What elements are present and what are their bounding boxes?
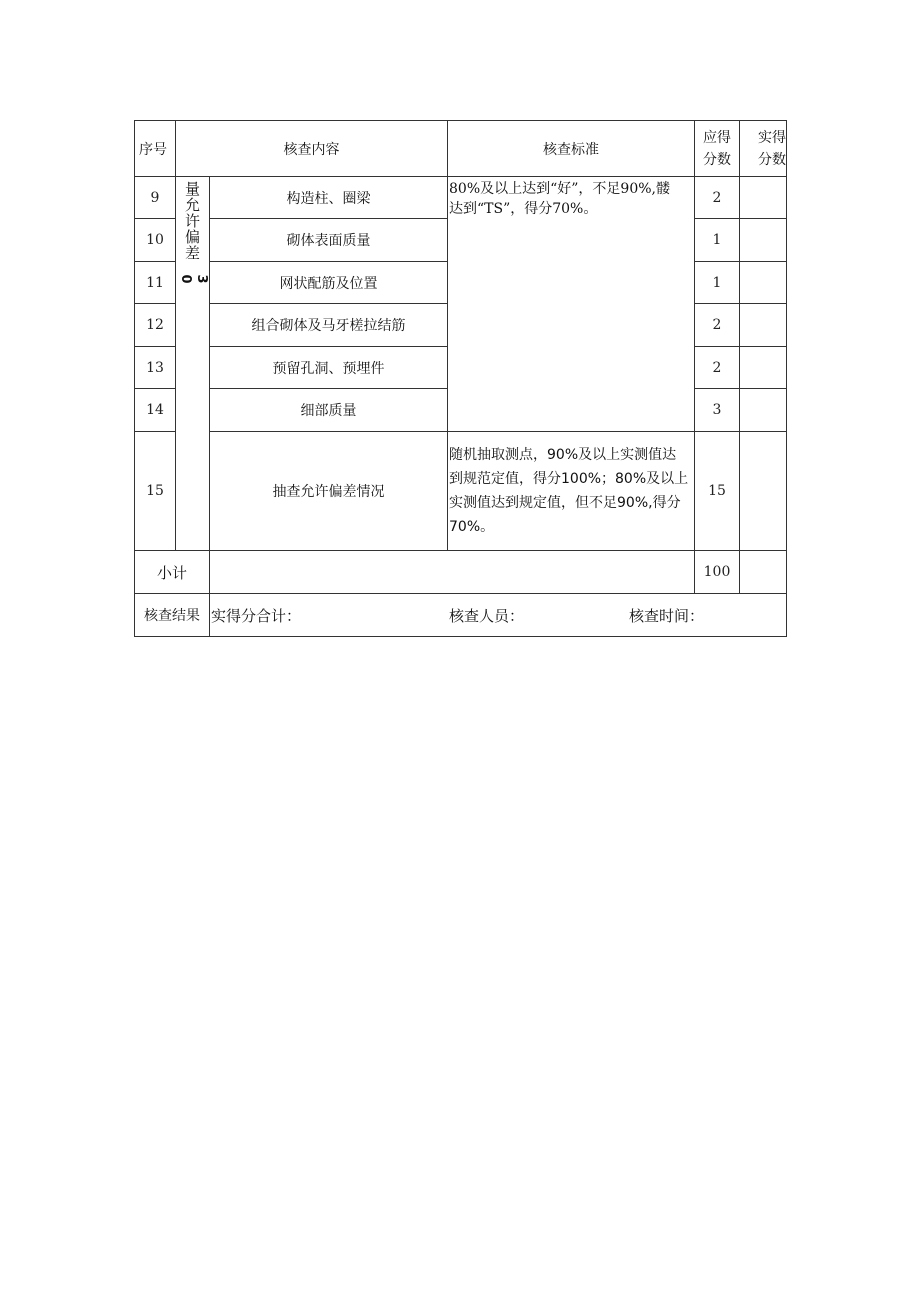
row-seq: 11 bbox=[135, 262, 176, 304]
row-expected: 1 bbox=[695, 219, 740, 262]
subtotal-label: 小计 bbox=[135, 551, 210, 594]
standard-deviation: 随机抽取测点，90%及以上实测值达 到规范定值，得分100%；80%及以上 实测值达到规定值，但不足90%,得分 70%。 bbox=[448, 432, 695, 551]
header-row bbox=[135, 121, 787, 177]
row-expected: 2 bbox=[695, 347, 740, 389]
row-expected: 2 bbox=[695, 304, 740, 347]
row-seq: 14 bbox=[135, 389, 176, 432]
table-row bbox=[135, 177, 787, 219]
row-expected: 3 bbox=[695, 389, 740, 432]
row-item: 细部质量 bbox=[210, 389, 448, 432]
subtotal-expected: 100 bbox=[695, 551, 740, 594]
row-seq: 10 bbox=[135, 219, 176, 262]
subtotal-actual[interactable] bbox=[740, 551, 787, 594]
row-seq: 9 bbox=[135, 177, 176, 219]
header-actual-score: 实得 分数 bbox=[740, 121, 787, 177]
row-actual[interactable] bbox=[740, 432, 787, 551]
row-item: 网状配筋及位置 bbox=[210, 262, 448, 304]
row-expected: 15 bbox=[695, 432, 740, 551]
result-time: 核查时间： bbox=[629, 606, 705, 625]
header-seq: 序号 bbox=[135, 121, 176, 177]
row-actual[interactable] bbox=[740, 389, 787, 432]
row-item: 砌体表面质量 bbox=[210, 219, 448, 262]
row-actual[interactable] bbox=[740, 219, 787, 262]
category-label: 量允许偏差 30 bbox=[185, 181, 201, 295]
row-item: 预留孔洞、预埋件 bbox=[210, 347, 448, 389]
row-seq: 15 bbox=[135, 432, 176, 551]
category-score: 30 bbox=[177, 274, 209, 284]
row-item: 抽查允许偏差情况 bbox=[210, 432, 448, 551]
inspection-table bbox=[134, 120, 787, 637]
result-total: 实得分合计： bbox=[211, 606, 302, 625]
subtotal-row bbox=[135, 551, 787, 594]
row-expected: 2 bbox=[695, 177, 740, 219]
header-content: 核查内容 bbox=[176, 121, 448, 177]
category-cell bbox=[176, 177, 210, 551]
row-item: 构造柱、圈梁 bbox=[210, 177, 448, 219]
subtotal-blank bbox=[210, 551, 695, 594]
row-expected: 1 bbox=[695, 262, 740, 304]
standard-appearance: 80%及以上达到“好”，不足90%,髅 达到“TS”，得分70%。 bbox=[448, 177, 695, 432]
row-item: 组合砌体及马牙槎拉结筋 bbox=[210, 304, 448, 347]
table-row bbox=[135, 432, 787, 551]
result-row bbox=[135, 594, 787, 637]
header-standard: 核查标准 bbox=[448, 121, 695, 177]
row-actual[interactable] bbox=[740, 347, 787, 389]
result-fields bbox=[210, 594, 787, 637]
result-inspector: 核查人员： bbox=[449, 606, 525, 625]
row-seq: 13 bbox=[135, 347, 176, 389]
row-actual[interactable] bbox=[740, 262, 787, 304]
row-seq: 12 bbox=[135, 304, 176, 347]
header-expected-score: 应得 分数 bbox=[695, 121, 740, 177]
row-actual[interactable] bbox=[740, 177, 787, 219]
result-label: 核查结果 bbox=[135, 594, 210, 637]
row-actual[interactable] bbox=[740, 304, 787, 347]
